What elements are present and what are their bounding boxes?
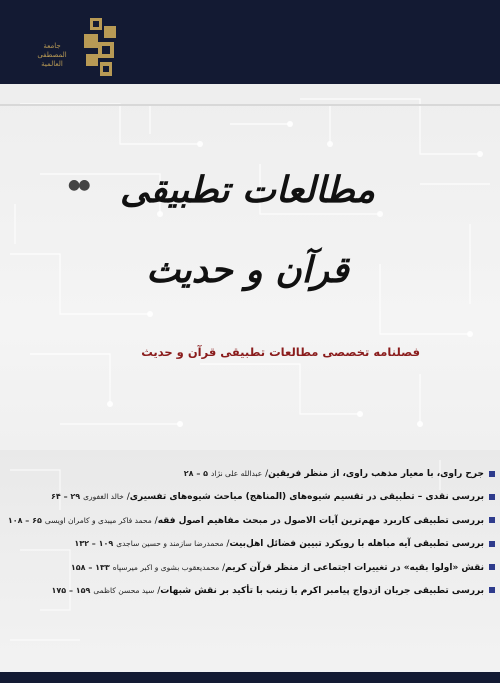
toc-entry[interactable]: نقش «اولوا بقیه» در تغییرات اجتماعی از منظر قرآن کریم/ محمدیعقوب بشوی و اکبر میرسپاه۱۳۳ – ۱۵۸ — [90, 556, 495, 579]
article-title: نقش «اولوا بقیه» در تغییرات اجتماعی از منظر قرآن کریم — [225, 562, 484, 573]
article-author: عبدالله علی نژاد — [211, 469, 263, 478]
logo-text-line-3: العالمية — [41, 60, 63, 68]
square-bullet-icon — [489, 494, 495, 500]
article-author: محمد فاکر میبدی و کامران اویسی — [44, 515, 152, 525]
article-author: محمدرضا سازمند و حسین ساجدی — [116, 539, 224, 549]
journal-subtitle: فصلنامه تخصصی مطالعات تطبیقی قرآن و حدیث — [141, 345, 420, 359]
university-logo — [30, 18, 120, 82]
article-pages: ۶۵ – ۱۰۸ — [7, 515, 42, 525]
top-band — [0, 0, 500, 84]
article-title: بررسی تطبیقی کاربرد مهم‌ترین آیات الاصول در مبحث مفاهیم اصول فقه — [157, 515, 484, 526]
article-pages: ۱۵۹ – ۱۷۵ — [51, 585, 91, 595]
toc-entry[interactable]: بررسی تطبیقی جریان ازدواج پیامبر اکرم با زینب با تأکید بر نقش شبهات/ سید محسن کاظمی۱۵۹ – ۱۷۵ — [90, 579, 495, 602]
article-pages: ۱۰۹ – ۱۳۲ — [74, 539, 114, 549]
toc-entry[interactable]: جرح راوی، با معیار مذهب راوی، از منظر فریقین/ عبدالله علی نژاد۵ – ۲۸ — [90, 462, 495, 485]
logo-text-line-1: جامعة — [43, 42, 61, 50]
article-title: بررسی تطبیقی آیه مباهله با رویکرد تبیین فضائل اهل‌بیت — [229, 539, 484, 550]
article-pages: ۱۳۳ – ۱۵۸ — [70, 562, 110, 572]
square-bullet-icon — [489, 587, 495, 593]
article-author: خالد الغفوری — [83, 492, 124, 502]
square-bullet-icon — [489, 564, 495, 570]
square-bullet-icon — [489, 517, 495, 523]
square-bullet-icon — [489, 541, 495, 547]
logo-emblem-icon — [80, 18, 118, 80]
toc-entry[interactable]: بررسی تطبیقی کاربرد مهم‌ترین آیات الاصول در مبحث مفاهیم اصول فقه/ محمد فاکر میبدی و کامران اویسی۶۵ – ۱۰۸ — [90, 509, 495, 532]
logo-text-line-2: المصطفى — [37, 51, 67, 59]
article-pages: ۵ – ۲۸ — [183, 469, 209, 478]
square-bullet-icon — [489, 471, 495, 477]
article-author: محمدیعقوب بشوی و اکبر میرسپاه — [112, 562, 220, 572]
article-title: بررسی تطبیقی جریان ازدواج پیامبر اکرم با زینب با تأکید بر نقش شبهات — [160, 585, 484, 596]
article-pages: ۲۹ – ۶۴ — [51, 492, 81, 502]
article-author: سید محسن کاظمی — [93, 585, 155, 595]
toc-entry[interactable]: بررسی نقدی – تطبیقی در تقسیم شیوه‌های (المناهج) مباحث شیوه‌های تفسیری/ خالد الغفوری۲۹ – ۶۴ — [90, 485, 495, 508]
table-of-contents — [7, 462, 495, 602]
toc-entry[interactable]: بررسی تطبیقی آیه مباهله با رویکرد تبیین فضائل اهل‌بیت/ محمدرضا سازمند و حسین ساجدی۱۰۹ – ۱۳۲ — [90, 532, 495, 555]
bottom-band — [0, 672, 500, 683]
article-title: بررسی نقدی – تطبیقی در تقسیم شیوه‌های (المناهج) مباحث شیوه‌های تفسیری — [129, 492, 484, 503]
decorative-dots: ●● — [68, 177, 89, 193]
article-title: جرح راوی، با معیار مذهب راوی، از منظر فریقین — [268, 469, 484, 479]
journal-title: مطالعات تطبیقی قرآن و حدیث — [119, 169, 375, 291]
